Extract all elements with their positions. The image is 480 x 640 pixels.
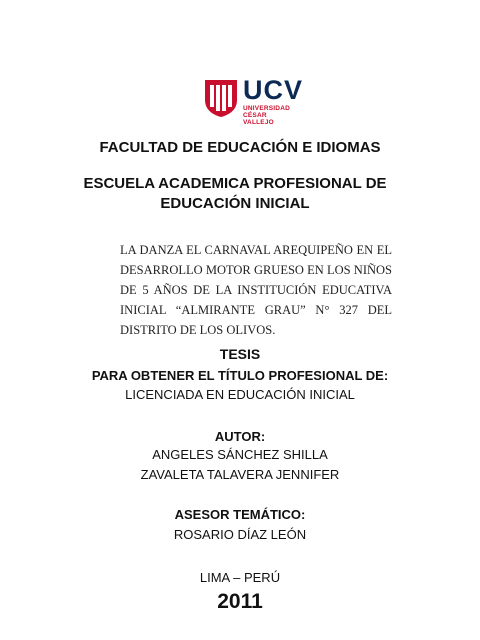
year: 2011	[217, 590, 263, 613]
advisor-name: ROSARIO DÍAZ LEÓN	[173, 527, 307, 542]
advisor-label: ASESOR TEMÁTICO:	[174, 507, 306, 522]
thesis-title: LA DANZA EL CARNAVAL AREQUIPEÑO EN EL DESARROLLO MOTOR GRUESO EN LOS NIÑOS DE 5 AÑOS DE LA INSTITUCIÓN EDUCATIVA INICIAL “ALMIRANTE GRAU” N° 327 DEL DISTRITO DE LOS OLIVOS.	[120, 243, 392, 337]
author-label: AUTOR:	[214, 429, 266, 444]
university-logo	[203, 74, 304, 126]
place: LIMA – PERÚ	[199, 570, 281, 585]
school-heading-line2: EDUCACIÓN INICIAL	[160, 195, 310, 212]
ucv-shield-icon	[203, 78, 239, 118]
degree-name: LICENCIADA EN EDUCACIÓN INICIAL	[125, 387, 355, 402]
author-name-1: ANGELES SÁNCHEZ SHILLA	[152, 447, 328, 462]
logo-brand-text: UCV	[243, 75, 304, 105]
school-heading-line1: ESCUELA ACADEMICA PROFESIONAL DE	[83, 175, 387, 192]
document-type: TESIS	[219, 346, 261, 362]
faculty-heading: FACULTAD DE EDUCACIÓN E IDIOMAS	[99, 139, 381, 156]
author-name-2: ZAVALETA TALAVERA JENNIFER	[140, 467, 340, 482]
logo-subtitle-1: UNIVERSIDAD	[243, 105, 290, 112]
degree-purpose: PARA OBTENER EL TÍTULO PROFESIONAL DE:	[91, 368, 389, 383]
logo-subtitle-2: CÉSAR VALLEJO	[243, 112, 274, 126]
